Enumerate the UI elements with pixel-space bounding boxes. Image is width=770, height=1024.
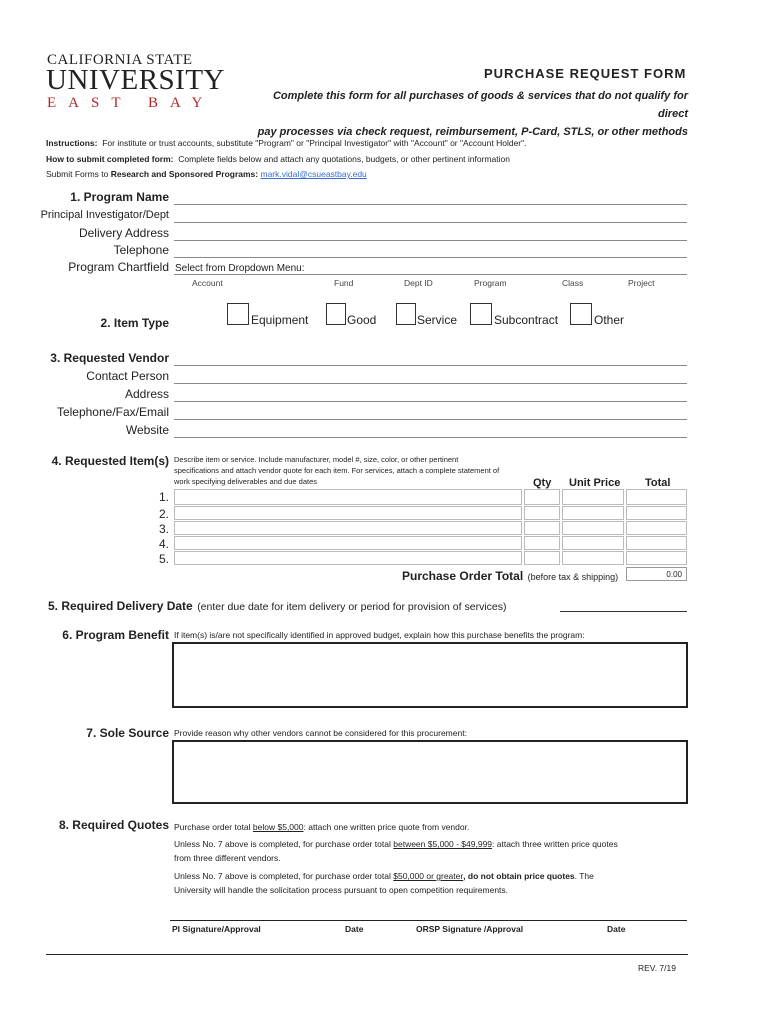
item-description-input[interactable]: [174, 551, 522, 565]
pi-dept-field[interactable]: [174, 222, 687, 223]
revision-label: REV. 7/19: [638, 963, 676, 973]
chartfield-label: Program Chartfield: [68, 260, 169, 274]
orsp-date-label: Date: [607, 924, 626, 934]
program-name-field[interactable]: [174, 204, 687, 205]
vendor-label: 3. Requested Vendor: [50, 351, 169, 365]
quote-rule-1-b: : attach one written price quote from vendor.: [303, 822, 470, 832]
sole-source-prompt: Provide reason why other vendors cannot be considered for this procurement:: [174, 728, 467, 738]
subcontract-checkbox[interactable]: [470, 303, 492, 325]
logo-line-2: UNIVERSITY: [46, 64, 225, 96]
submit-office: Research and Sponsored Programs:: [110, 169, 259, 179]
website-label: Website: [125, 423, 169, 437]
item-qty-input[interactable]: [524, 489, 560, 505]
item-qty-input[interactable]: [524, 521, 560, 535]
program-benefit-prompt: If item(s) is/are not specifically identified in approved budget, explain how this purchase benefits the program:: [174, 630, 585, 640]
item-row-number: 2.: [158, 507, 169, 521]
subtitle-line-2: pay processes via check request, reimbursement, P-Card, STLS, or other methods: [257, 126, 688, 138]
instructions-line-2: [46, 151, 510, 167]
pi-dept-label: Principal Investigator/Dept: [40, 209, 169, 221]
quote-rule-3-d: University will handle the solicitation process pursuant to open competition requirements.: [174, 885, 509, 895]
po-total-row: [402, 567, 618, 585]
contact-person-field[interactable]: [174, 383, 687, 384]
vendor-address-field[interactable]: [174, 401, 687, 402]
vendor-phone-label: Telephone/Fax/Email: [56, 405, 169, 419]
item-row-number: 4.: [158, 537, 169, 551]
sole-source-textarea[interactable]: [172, 740, 688, 804]
item-description-input[interactable]: [174, 521, 522, 535]
pi-signature-label: PI Signature/Approval: [172, 924, 261, 934]
logo-line-3: EAST BAY: [47, 95, 215, 111]
subtitle-line-1: Complete this form for all purchases of goods & services that do not qualify for direct: [272, 90, 688, 120]
instructions-label: Instructions:: [46, 138, 98, 148]
required-quotes-label: 8. Required Quotes: [58, 818, 169, 832]
pi-date-label: Date: [345, 924, 364, 934]
sole-source-label: 7. Sole Source: [86, 726, 169, 740]
quote-rule-1-threshold: below $5,000: [252, 822, 304, 832]
po-total-label: Purchase Order Total: [402, 569, 524, 583]
quote-rule-2-b: : attach three written price quotes: [492, 839, 618, 849]
contact-person-label: Contact Person: [86, 369, 169, 383]
item-unit-price-input[interactable]: [562, 551, 624, 565]
vendor-phone-field[interactable]: [174, 419, 687, 420]
chartfield-field[interactable]: [174, 274, 687, 275]
program-benefit-textarea[interactable]: [172, 642, 688, 708]
item-row-number: 5.: [158, 552, 169, 566]
program-benefit-label: 6. Program Benefit: [62, 628, 169, 642]
program-name-label: 1. Program Name: [70, 190, 169, 204]
quote-rule-1: [174, 820, 684, 834]
item-description-input[interactable]: [174, 536, 522, 550]
quote-rule-1-a: Purchase order total: [174, 822, 251, 832]
item-total-input[interactable]: [626, 551, 687, 565]
good-checkbox[interactable]: [326, 303, 346, 325]
delivery-date-note: (enter due date for item delivery or period for provision of services): [197, 601, 507, 613]
items-label: 4. Requested Item(s): [51, 454, 169, 468]
total-header: Total: [645, 477, 671, 489]
chartfield-project-select[interactable]: Project: [628, 278, 655, 288]
item-type-label: 2. Item Type: [100, 316, 169, 330]
quote-rule-3-threshold: $50,000 or greater: [393, 871, 464, 881]
item-qty-input[interactable]: [524, 536, 560, 550]
signature-line[interactable]: [170, 920, 687, 921]
telephone-label: Telephone: [113, 243, 169, 257]
equipment-option-label: Equipment: [251, 313, 309, 327]
footer-divider: [46, 954, 688, 955]
chartfield-deptid-select[interactable]: Dept ID: [404, 278, 433, 288]
other-checkbox[interactable]: [570, 303, 592, 325]
item-qty-input[interactable]: [524, 506, 560, 520]
item-total-input[interactable]: [626, 536, 687, 550]
quote-rule-3-c: . The: [574, 871, 594, 881]
vendor-field[interactable]: [174, 365, 687, 366]
logo-line-1: CALIFORNIA STATE: [47, 52, 193, 68]
po-total-value: 0.00: [626, 567, 687, 581]
equipment-checkbox[interactable]: [227, 303, 249, 325]
service-option-label: Service: [417, 313, 458, 327]
item-unit-price-input[interactable]: [562, 536, 624, 550]
item-description-input[interactable]: [174, 506, 522, 520]
quote-rule-2-a: Unless No. 7 above is completed, for purchase order total: [174, 839, 391, 849]
quote-rule-3: [174, 869, 684, 897]
chartfield-account-select[interactable]: Account: [192, 278, 223, 288]
subcontract-option-label: Subcontract: [494, 313, 559, 327]
delivery-date-row: [48, 597, 507, 615]
item-unit-price-input[interactable]: [562, 506, 624, 520]
instructions-line-1: [46, 135, 527, 151]
item-description-input[interactable]: [174, 489, 522, 505]
delivery-address-field[interactable]: [174, 240, 687, 241]
other-option-label: Other: [594, 313, 625, 327]
form-title: PURCHASE REQUEST FORM: [484, 66, 687, 81]
item-total-input[interactable]: [626, 521, 687, 535]
qty-header: Qty: [533, 477, 552, 489]
item-row-number: 1.: [158, 490, 169, 504]
service-checkbox[interactable]: [396, 303, 416, 325]
chartfield-class-select[interactable]: Class: [562, 278, 584, 288]
instructions-text: For institute or trust accounts, substitute "Program" or "Principal Investigator" with "Account" or "Account Holder".: [102, 138, 527, 148]
po-total-note: (before tax & shipping): [527, 572, 619, 582]
chartfield-fund-select[interactable]: Fund: [334, 278, 354, 288]
telephone-field[interactable]: [174, 257, 687, 258]
dropdown-hint: Select from Dropdown Menu:: [175, 263, 305, 274]
submit-email-link[interactable]: mark.vidal@csueastbay.edu: [260, 169, 367, 179]
quote-rule-2: [174, 837, 684, 865]
quote-rule-2-c: from three different vendors.: [174, 853, 281, 863]
good-option-label: Good: [347, 313, 377, 327]
delivery-date-field[interactable]: [560, 611, 687, 612]
quote-rule-2-threshold: between $5,000 - $49,999: [393, 839, 493, 849]
items-description: Describe item or service. Include manufacturer, model #, size, color, or other pertinent specifications and attach vendor quote for each item. For services, attach a complete statement of work specifying deliverables and due dates: [174, 455, 500, 486]
submit-how-text: Complete fields below and attach any quotations, budgets, or other pertinent information: [178, 154, 510, 164]
quote-rule-3-b: , do not obtain price quotes: [463, 871, 575, 881]
quote-rule-3-a: Unless No. 7 above is completed, for purchase order total: [174, 871, 391, 881]
website-field[interactable]: [174, 437, 687, 438]
item-total-input[interactable]: [626, 506, 687, 520]
form-subtitle: [248, 87, 688, 141]
item-row-number: 3.: [158, 522, 169, 536]
submit-how-label: How to submit completed form:: [46, 154, 174, 164]
delivery-date-label: 5. Required Delivery Date: [48, 599, 193, 613]
item-unit-price-input[interactable]: [562, 489, 624, 505]
vendor-address-label: Address: [124, 387, 169, 401]
item-total-input[interactable]: [626, 489, 687, 505]
instructions-line-3: [46, 166, 367, 182]
chartfield-program-select[interactable]: Program: [474, 278, 507, 288]
submit-prefix: Submit Forms to: [46, 169, 109, 179]
item-qty-input[interactable]: [524, 551, 560, 565]
item-unit-price-input[interactable]: [562, 521, 624, 535]
delivery-address-label: Delivery Address: [78, 226, 169, 240]
orsp-signature-label: ORSP Signature /Approval: [416, 924, 524, 934]
unit-price-header: Unit Price: [569, 477, 621, 489]
